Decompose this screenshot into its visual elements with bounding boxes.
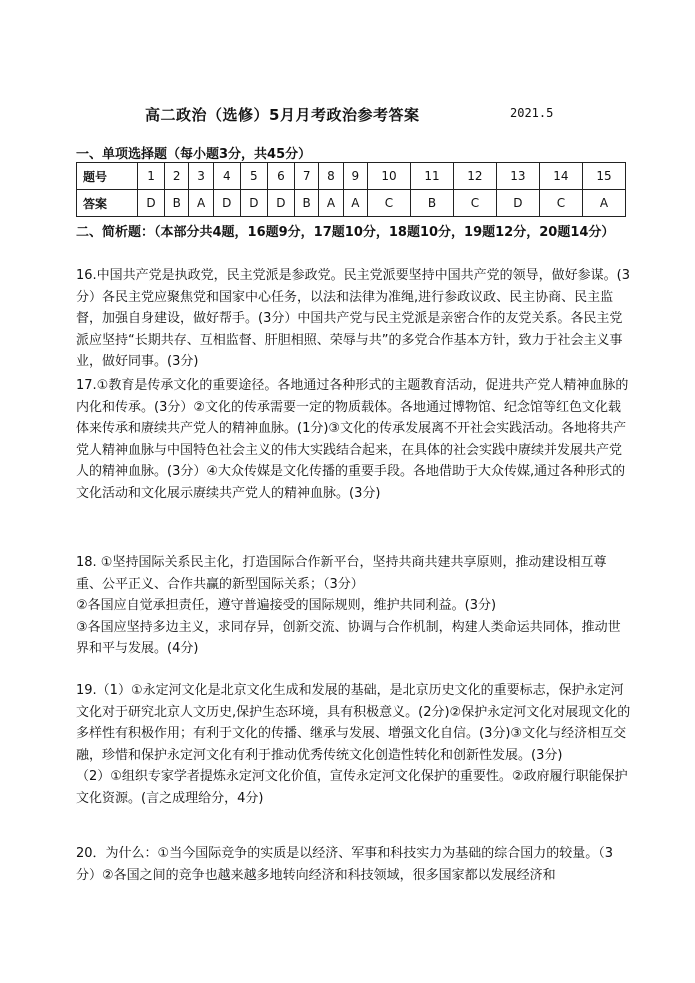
question-number-cell: 14	[539, 163, 582, 190]
row-label-answer: 答案	[77, 190, 138, 217]
answer-18-part-1: 18. ①坚持国际关系民主化，打造国际合作新平台，坚持共商共建共享原则，推动建设相互尊重、公平正义、合作共赢的新型国际关系；（3分）	[76, 555, 607, 592]
row-label-number: 题号	[77, 163, 138, 190]
answer-cell: B	[294, 190, 318, 217]
answer-cell: A	[343, 190, 367, 217]
answer-cell: A	[189, 190, 213, 217]
answer-cell: C	[539, 190, 582, 217]
table-row-answers	[77, 190, 626, 217]
question-number-cell: 12	[453, 163, 496, 190]
answer-cell: D	[240, 190, 267, 217]
answer-cell: D	[267, 190, 294, 217]
question-number-cell: 8	[319, 163, 343, 190]
question-number-cell: 4	[213, 163, 240, 190]
answer-16	[76, 265, 632, 373]
question-number-cell: 11	[410, 163, 453, 190]
answer-19	[76, 680, 632, 809]
question-number-cell: 1	[138, 163, 165, 190]
answer-cell: D	[213, 190, 240, 217]
answer-table	[76, 162, 626, 217]
answer-20-text: 20．为什么：①当今国际竞争的实质是以经济、军事和科技实力为基础的综合国力的较量。（3分）②各国之间的竞争也越来越多地转向经济和科技领域，很多国家都以发展经济和	[76, 846, 613, 883]
answer-16-text: 16.中国共产党是执政党，民主党派是参政党。民主党派要坚持中国共产党的领导，做好参谋。(3分）各民主党应聚焦党和国家中心任务，以法和法律为准绳,进行参政议政、民主协商、民主监督，加强自身建设，做好帮手。(3分）中国共产党与民主党派是亲密合作的友党关系。各民主党派应坚持“长期共存、互相监督、肝胆相照、荣辱与共”的多党合作基本方针，致力于社会主义事业，做好同事。(3分)	[76, 268, 631, 369]
section2-heading: 二、简析题：（本部分共4题，16题9分，17题10分，18题10分，19题12分，20题14分）	[76, 225, 615, 240]
answer-19-part-1: 19.（1）①永定河文化是北京文化生成和发展的基础，是北京历史文化的重要标志，保护永定河文化对于研究北京人文历史,保护生态环境，具有积极意义。(2分)②保护永定河文化对展现文化的多样性有积极作用；有利于文化的传播、继承与发展、增强文化自信。(3分)③文化与经济相互交融，珍惜和保护永定河文化有利于推动优秀传统文化创造性转化和创新性发展。(3分)	[76, 683, 631, 763]
section1-heading: 一、单项选择题（每小题3分，共45分）	[76, 147, 312, 162]
answer-cell: B	[410, 190, 453, 217]
answer-cell: A	[319, 190, 343, 217]
answer-18	[76, 552, 632, 660]
question-number-cell: 10	[367, 163, 410, 190]
question-number-cell: 5	[240, 163, 267, 190]
question-number-cell: 7	[294, 163, 318, 190]
answer-cell: D	[138, 190, 165, 217]
title-row	[0, 104, 695, 126]
answer-17-text: 17.①教育是传承文化的重要途径。各地通过各种形式的主题教育活动，促进共产党人精神血脉的内化和传承。(3分）②文化的传承需要一定的物质载体。各地通过博物馆、纪念馆等红色文化载体来传承和赓续共产党人的精神血脉。(1分)③文化的传承发展离不开社会实践活动。各地将共产党人精神血脉与中国特色社会主义的伟大实践结合起来，在具体的社会实践中赓续并发展共产党人的精神血脉。(3分）④大众传媒是文化传播的重要手段。各地借助于大众传媒,通过各种形式的文化活动和文化展示赓续共产党人的精神血脉。(3分)	[76, 378, 629, 501]
document-date: 2021.5	[510, 106, 554, 120]
question-number-cell: 15	[582, 163, 625, 190]
answer-20	[76, 843, 632, 886]
answer-cell: A	[582, 190, 625, 217]
answer-cell: C	[453, 190, 496, 217]
answer-18-part-2: ②各国应自觉承担责任，遵守普遍接受的国际规则，维护共同利益。(3分)	[76, 598, 497, 613]
answer-18-part-3: ③各国应坚持多边主义，求同存异，创新交流、协调与合作机制，构建人类命运共同体，推动世界和平与发展。(4分)	[76, 619, 621, 656]
answer-cell: D	[496, 190, 539, 217]
answer-17	[76, 375, 632, 504]
answer-cell: B	[165, 190, 189, 217]
answer-19-part-2: （2）①组织专家学者提炼永定河文化价值，宣传永定河文化保护的重要性。②政府履行职能保护文化资源。(言之成理给分，4分)	[76, 769, 628, 806]
question-number-cell: 2	[165, 163, 189, 190]
document-title: 高二政治（选修）5月月考政治参考答案	[145, 106, 420, 124]
table-row-numbers	[77, 163, 626, 190]
question-number-cell: 9	[343, 163, 367, 190]
answer-cell: C	[367, 190, 410, 217]
question-number-cell: 3	[189, 163, 213, 190]
question-number-cell: 6	[267, 163, 294, 190]
question-number-cell: 13	[496, 163, 539, 190]
